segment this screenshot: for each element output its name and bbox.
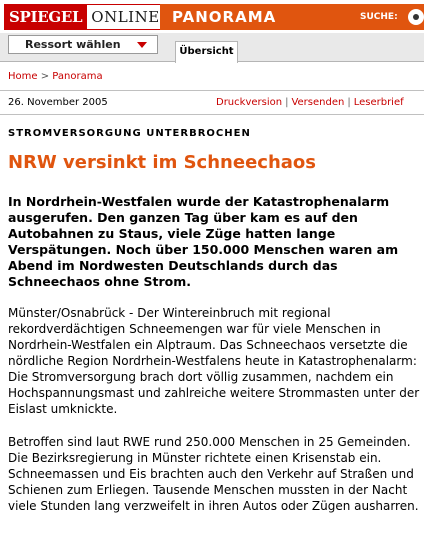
breadcrumb-separator: > [40, 71, 50, 82]
sub-navigation [0, 33, 424, 62]
print-link[interactable]: Druckversion [216, 97, 283, 108]
breadcrumb-home[interactable]: Home [8, 71, 38, 82]
channel-bar [160, 4, 424, 30]
top-bar [0, 0, 424, 33]
send-link[interactable]: Versenden [291, 97, 345, 108]
ressort-select[interactable] [8, 35, 158, 54]
article-tools [216, 97, 404, 108]
spiegel-online-logo[interactable] [4, 4, 165, 30]
letter-link[interactable]: Leserbrief [353, 97, 404, 108]
search-label: SUCHE: [360, 12, 398, 22]
article-lead: In Nordrhein-Westfalen wurde der Katastrophenalarm ausgerufen. Den ganzen Tag über kam es auf den Autobahnen zu Staus, viele Züge hatten lange Verspätungen. Noch über 150.000 Menschen waren am Abend im Nordwesten Deutschlands durch das Schneechaos ohne Strom. [8, 194, 399, 289]
breadcrumb [8, 71, 103, 82]
channel-title[interactable]: PANORAMA [172, 8, 277, 26]
article-paragraph: Münster/Osnabrück - Der Wintereinbruch mit regional rekordverdächtigen Schneemengen war für viele Menschen in Nordrhein-Westfalen ein Alptraum. Das Schneechaos versetzte die nördliche Region Nordrhein-Westfalens heute in Katastrophenalarm: Die Stromversorgung brach dort völlig zusammen, nachdem ein Hochspannungsmast und zahlreiche weitere Strommasten unter der Eislast umknickte. [8, 306, 420, 416]
article-date: 26. November 2005 [8, 97, 108, 108]
article-kicker: STROMVERSORGUNG UNTERBROCHEN [8, 128, 251, 139]
logo-online: ONLINE [87, 5, 163, 29]
logo-spiegel: SPIEGEL [5, 5, 87, 29]
tool-separator: | [347, 97, 351, 108]
search-icon[interactable] [408, 9, 424, 25]
ressort-select-label: Ressort wählen [25, 38, 121, 51]
article-headline: NRW versinkt im Schneechaos [8, 152, 316, 173]
meta-bar [0, 91, 424, 114]
chevron-down-icon [137, 42, 147, 48]
divider [0, 114, 424, 115]
breadcrumb-panorama[interactable]: Panorama [52, 71, 103, 82]
article-paragraph: Betroffen sind laut RWE rund 250.000 Menschen in 25 Gemeinden. Die Bezirksregierung in Münster richtete einen Krisenstab ein. Schneemassen und Eis brachten auch den Verkehr auf Straßen und Schienen zum Erliegen. Tausende Menschen mussten in der Nacht viele Stunden lang verzweifelt in ihren Autos oder Zügen ausharren. [8, 435, 419, 513]
tab-overview[interactable]: Übersicht [175, 41, 238, 63]
tool-separator: | [285, 97, 289, 108]
